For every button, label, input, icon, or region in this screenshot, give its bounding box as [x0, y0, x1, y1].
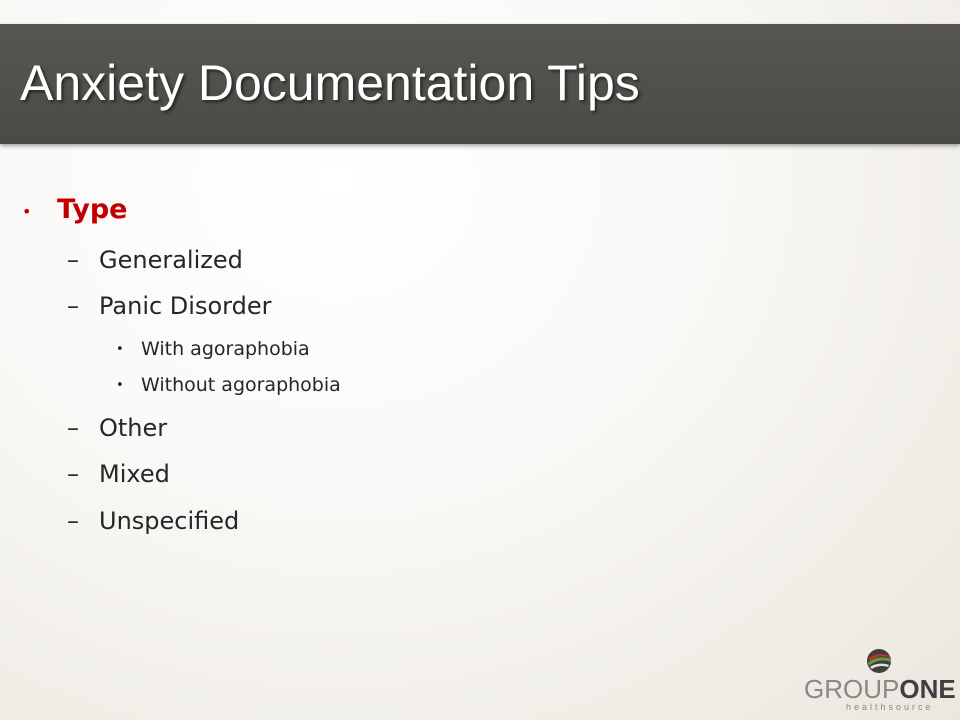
bullet-marker: •	[22, 202, 32, 221]
item-mixed: Mixed	[99, 460, 170, 488]
dash-marker: –	[67, 460, 79, 488]
item-generalized: Generalized	[99, 246, 243, 274]
slide-title: Anxiety Documentation Tips	[20, 55, 640, 111]
bullet-type: Type	[57, 194, 128, 225]
item-unspecified: Unspecified	[99, 507, 240, 535]
logo-wordmark	[804, 674, 956, 704]
groupone-logo	[800, 648, 956, 714]
item-other: Other	[99, 414, 168, 442]
item-with-agoraphobia: With agoraphobia	[141, 338, 310, 360]
globe-swoosh-icon	[866, 648, 892, 674]
sub-bullet-marker: •	[116, 342, 124, 357]
item-without-agoraphobia: Without agoraphobia	[141, 374, 341, 396]
logo-tagline: healthsource	[846, 702, 934, 712]
logo-word-group: GROUP	[804, 674, 900, 704]
item-panic-disorder: Panic Disorder	[99, 292, 272, 320]
dash-marker: –	[67, 246, 79, 274]
dash-marker: –	[67, 414, 79, 442]
dash-marker: –	[67, 507, 79, 535]
dash-marker: –	[67, 292, 79, 320]
sub-bullet-marker: •	[116, 378, 124, 393]
logo-word-one: ONE	[899, 674, 956, 704]
